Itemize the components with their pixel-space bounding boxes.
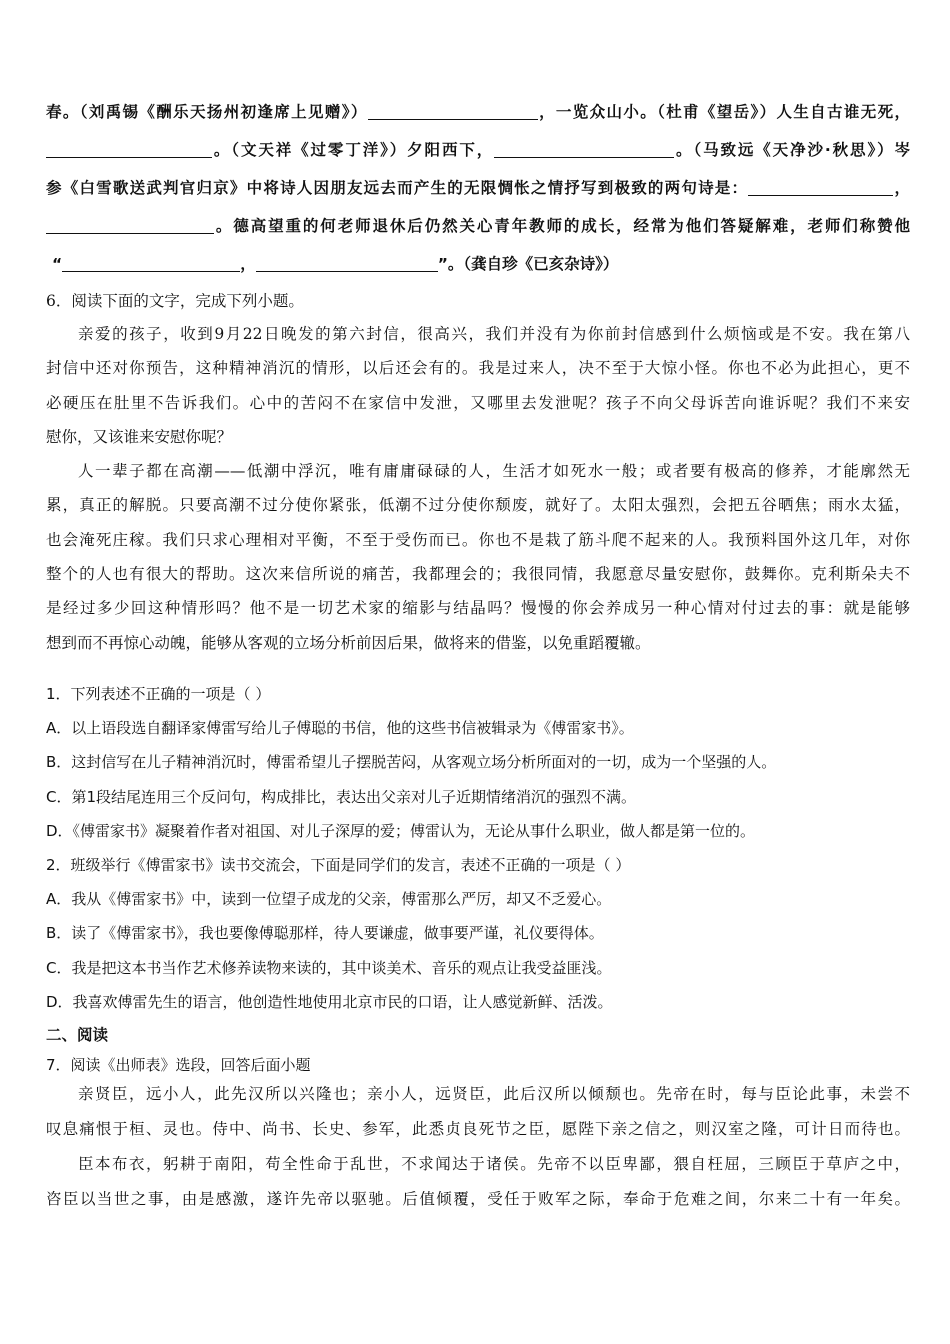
poetry-text: ”。（龚自珍《已亥杂诗》） xyxy=(437,255,619,273)
question-stem: 6．阅读下面的文字，完成下列小题。 xyxy=(46,292,304,310)
poetry-line-2 xyxy=(46,131,910,169)
option-b[interactable]: B．读了《傅雷家书》，我也要像傅聪那样，待人要谦虚，做事要严谨，礼仪要得体。 xyxy=(46,924,604,943)
question-7-stem: 7．阅读《出师表》选段，回答后面小题 xyxy=(46,1056,311,1074)
subquestion-1-stem: 1．下列表述不正确的一项是（ ） xyxy=(46,685,271,703)
poetry-text: 参《白雪歌送武判官归京》中将诗人因朋友远去而产生的无限惆怅之情抒写到极致的两句诗是： xyxy=(46,179,749,197)
section-heading: 二、阅读 xyxy=(46,1026,109,1044)
option-c[interactable]: C．第1段结尾连用三个反问句，构成排比，表达出父亲对儿子近期情绪消沉的强烈不满。 xyxy=(46,787,637,806)
passage-line: 累，真正的解脱。只要高潮不过分使你紧张，低潮不过分使你颓废，就好了。太阳太强烈，会把五谷晒焦；雨水太猛， xyxy=(46,496,910,515)
passage-line: 也会淹死庄稼。我们只求心理相对平衡，不至于受伤而已。你也不是栽了筋斗爬不起来的人。我预料国外这几年，对你 xyxy=(46,530,910,549)
poetry-text: 。（马致远《天净沙·秋思》）岑 xyxy=(674,141,910,159)
poetry-line-5 xyxy=(46,245,910,283)
poetry-text: 。德高望重的何老师退休后仍然关心青年教师的成长，经常为他们答疑解难，老师们称赞他 xyxy=(214,217,910,235)
passage-line: 想到而不再惊心动魄，能够从客观的立场分析前因后果，做将来的借鉴，以免重蹈覆辙。 xyxy=(46,633,651,652)
poetry-text: “ xyxy=(52,255,63,273)
q7-passage xyxy=(46,1077,910,1217)
poetry-line-3 xyxy=(46,169,910,207)
passage-line: 整个的人也有很大的帮助。这次来信所说的痛苦，我都理会的；我很同情，我愿意尽量安慰你，鼓舞你。克利斯朵夫不 xyxy=(46,565,910,584)
passage-line: 亲贤臣，远小人，此先汉所以兴隆也；亲小人，远贤臣，此后汉所以倾颓也。先帝在时，每与臣论此事，未尝不 xyxy=(78,1085,910,1103)
answer-blank[interactable] xyxy=(368,101,538,120)
poetry-text: ， xyxy=(240,255,256,273)
answer-blank[interactable] xyxy=(748,177,893,196)
section-2 xyxy=(46,1020,910,1080)
option-a[interactable]: A．以上语段选自翻译家傅雷写给儿子傅聪的书信，他的这些书信被辑录为《傅雷家书》。 xyxy=(46,719,634,738)
option-b[interactable]: B．这封信写在儿子精神消沉时，傅雷希望儿子摆脱苦闷，从客观立场分析所面对的一切，成为一个坚强的人。 xyxy=(46,753,777,772)
passage-line: 咨臣以当世之事，由是感激，遂许先帝以驱驰。后值倾覆，受任于败军之际，奉命于危难之间，尔来二十有一年矣。 xyxy=(46,1190,910,1208)
answer-blank[interactable] xyxy=(46,215,214,234)
poetry-text: 春。（刘禹锡《酬乐天扬州初逢席上见赠》） xyxy=(46,103,368,121)
option-d[interactable]: D．《傅雷家书》凝聚着作者对祖国、对儿子深厚的爱；傅雷认为，无论从事什么职业，做人都是第一位的。 xyxy=(46,821,756,840)
poetry-text: ，一览众山小。（杜甫《望岳》）人生自古谁无死， xyxy=(537,103,910,121)
answer-blank[interactable] xyxy=(494,139,674,158)
passage-line: 封信中还对你预告，这种精神消沉的情形，以后还会有的。我是过来人，决不至于大惊小怪。你也不必为此担心，更不 xyxy=(46,359,910,378)
passage-line: 必硬压在肚里不告诉我们。心中的苦闷不在家信中发泄，又哪里去发泄呢？孩子不向父母诉苦向谁诉呢？我们不来安 xyxy=(46,393,910,412)
q6-passage xyxy=(46,317,910,660)
q6-subquestions xyxy=(46,677,910,1019)
passage-line: 人一辈子都在高潮——低潮中浮沉，唯有庸庸碌碌的人，生活才如死水一般；或者要有极高的修养，才能廓然无 xyxy=(78,462,910,481)
poetry-text: 。（文天祥《过零丁洋》）夕阳西下， xyxy=(212,141,495,159)
passage-line: 慰你，又该谁来安慰你呢？ xyxy=(46,427,233,446)
answer-blank[interactable] xyxy=(62,253,240,272)
passage-line: 是经过多少回这种情形吗？他不是一切艺术家的缩影与结晶吗？慢慢的你会养成另一种心情对付过去的事：就是能够 xyxy=(46,599,910,618)
option-d[interactable]: D．我喜欢傅雷先生的语言，他创造性地使用北京市民的口语，让人感觉新鲜、活泼。 xyxy=(46,992,613,1011)
option-c[interactable]: C．我是把这本书当作艺术修养读物来读的，其中谈美术、音乐的观点让我受益匪浅。 xyxy=(46,958,612,977)
poetry-line-1 xyxy=(46,93,910,131)
question-6 xyxy=(46,284,910,318)
poetry-fill-block xyxy=(46,93,910,283)
subquestion-2-stem: 2．班级举行《傅雷家书》读书交流会，下面是同学们的发言，表述不正确的一项是（ ） xyxy=(46,856,631,875)
passage-line: 亲爱的孩子，收到9月22日晚发的第六封信，很高兴，我们并没有为你前封信感到什么烦恼或是不安。我在第八 xyxy=(78,325,910,343)
answer-blank[interactable] xyxy=(256,253,438,272)
passage-line: 叹息痛恨于桓、灵也。侍中、尚书、长史、参军，此悉贞良死节之臣，愿陛下亲之信之，则汉室之隆，可计日而待也。 xyxy=(46,1120,910,1138)
passage-line: 臣本布衣，躬耕于南阳，苟全性命于乱世，不求闻达于诸侯。先帝不以臣卑鄙，猥自枉屈，三顾臣于草庐之中， xyxy=(78,1155,910,1173)
answer-blank[interactable] xyxy=(46,139,212,158)
poetry-line-4 xyxy=(46,207,910,245)
poetry-text: ， xyxy=(893,179,910,197)
option-a[interactable]: A．我从《傅雷家书》中，读到一位望子成龙的父亲，傅雷那么严厉，却又不乏爱心。 xyxy=(46,890,612,909)
